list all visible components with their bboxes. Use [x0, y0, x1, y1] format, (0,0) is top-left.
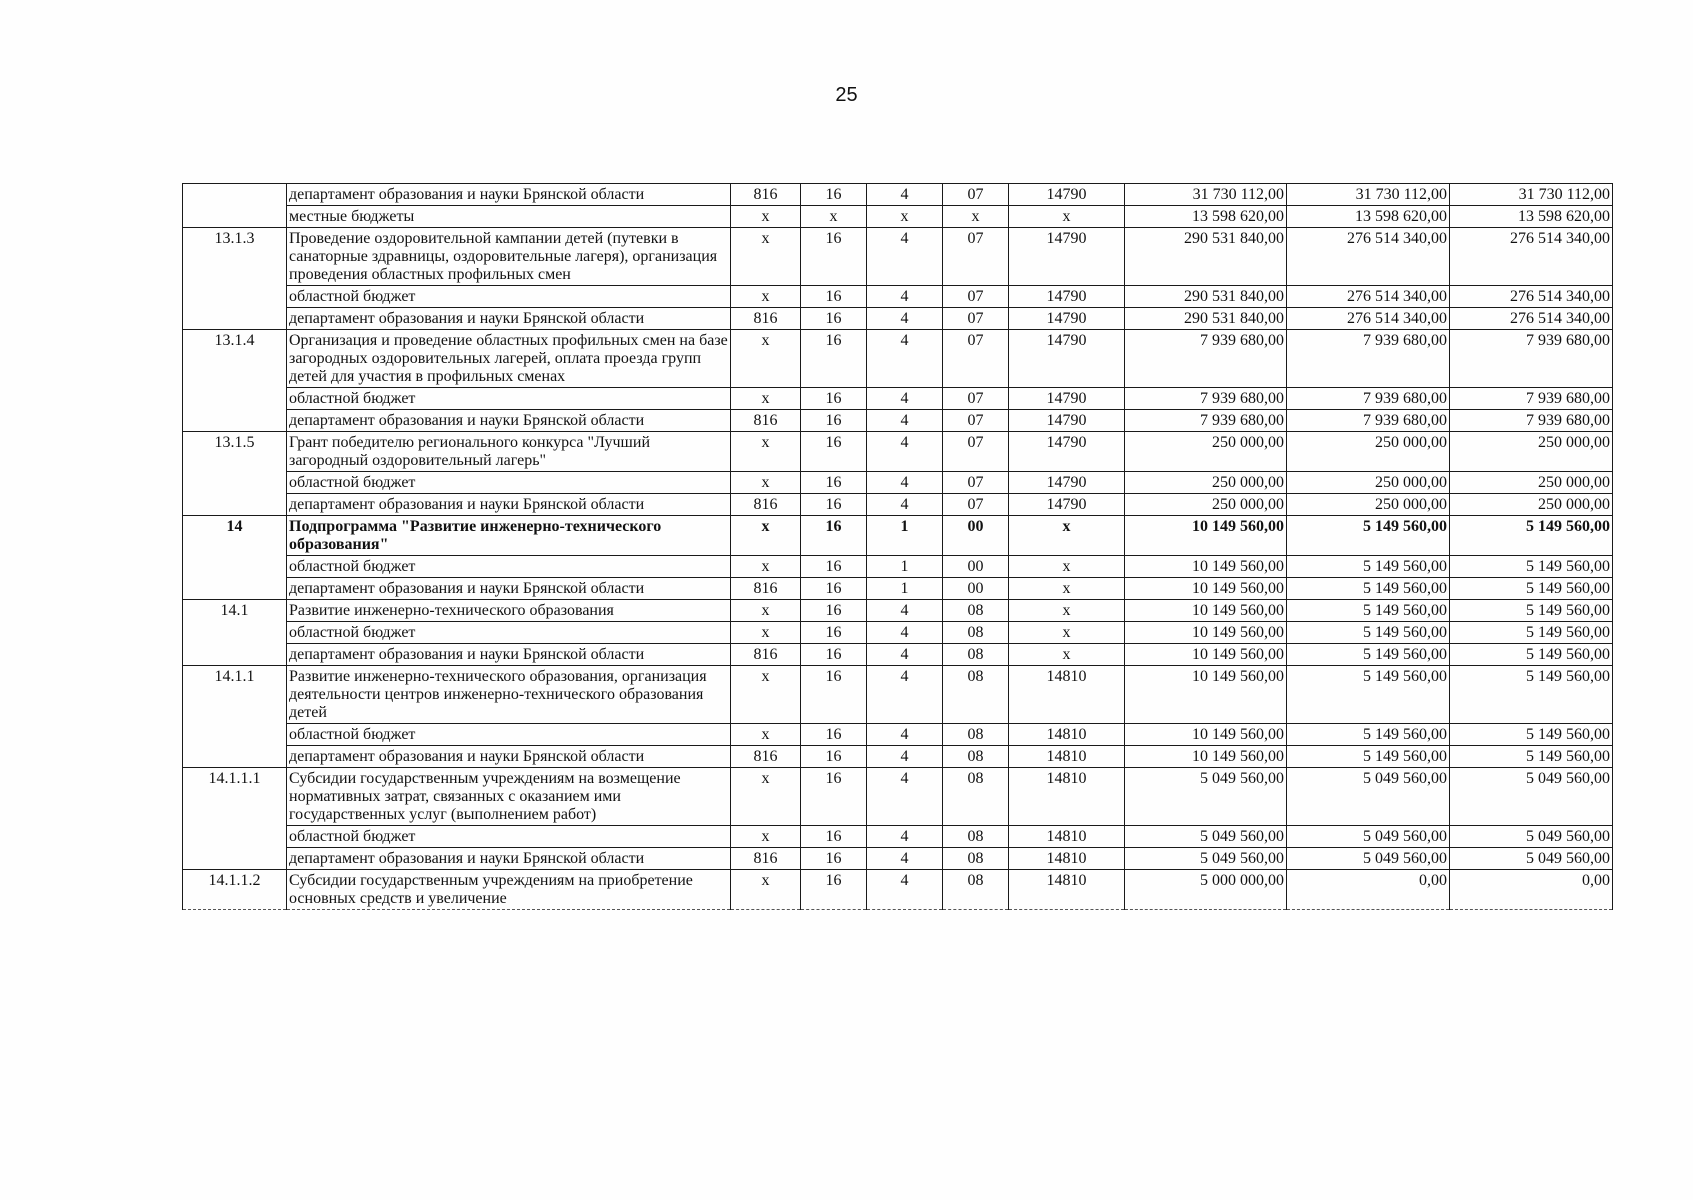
- program-code-cell: 08: [943, 746, 1009, 768]
- amount-year-1-cell: 10 149 560,00: [1125, 666, 1287, 724]
- section-code-cell: 16: [801, 330, 867, 388]
- direction-code-cell: 14790: [1009, 228, 1125, 286]
- section-code-cell: 16: [801, 472, 867, 494]
- subsection-code-cell: 4: [867, 472, 943, 494]
- subsection-code-cell: 4: [867, 848, 943, 870]
- item-number-cell: 13.1.4: [183, 330, 287, 432]
- table-row: [183, 286, 1613, 308]
- amount-year-2-cell: 5 049 560,00: [1287, 848, 1450, 870]
- amount-year-3-cell: 5 149 560,00: [1450, 600, 1613, 622]
- table-row: [183, 516, 1613, 556]
- table-row: [183, 768, 1613, 826]
- direction-code-cell: 14810: [1009, 768, 1125, 826]
- subsection-code-cell: 4: [867, 308, 943, 330]
- direction-code-cell: х: [1009, 516, 1125, 556]
- amount-year-1-cell: 13 598 620,00: [1125, 206, 1287, 228]
- section-code-cell: 16: [801, 600, 867, 622]
- amount-year-1-cell: 5 049 560,00: [1125, 826, 1287, 848]
- program-code-cell: 07: [943, 472, 1009, 494]
- table-row: [183, 388, 1613, 410]
- subsection-code-cell: 1: [867, 578, 943, 600]
- table-row: [183, 330, 1613, 388]
- program-code-cell: 07: [943, 286, 1009, 308]
- page-number: 25: [835, 84, 858, 106]
- section-code-cell: 16: [801, 848, 867, 870]
- item-number-cell: [183, 184, 287, 228]
- item-name-cell: Грант победителю регионального конкурса "Лучший загородный оздоровительный лагерь": [287, 432, 731, 472]
- table-row: [183, 494, 1613, 516]
- direction-code-cell: 14810: [1009, 870, 1125, 910]
- amount-year-3-cell: 5 049 560,00: [1450, 848, 1613, 870]
- direction-code-cell: х: [1009, 644, 1125, 666]
- amount-year-1-cell: 290 531 840,00: [1125, 228, 1287, 286]
- direction-code-cell: 14790: [1009, 184, 1125, 206]
- section-code-cell: 16: [801, 494, 867, 516]
- direction-code-cell: 14790: [1009, 410, 1125, 432]
- grbs-code-cell: х: [731, 826, 801, 848]
- section-code-cell: 16: [801, 746, 867, 768]
- subsection-code-cell: 4: [867, 724, 943, 746]
- direction-code-cell: х: [1009, 556, 1125, 578]
- section-code-cell: 16: [801, 516, 867, 556]
- subsection-code-cell: 4: [867, 644, 943, 666]
- amount-year-3-cell: 276 514 340,00: [1450, 286, 1613, 308]
- section-code-cell: 16: [801, 308, 867, 330]
- amount-year-2-cell: 5 049 560,00: [1287, 768, 1450, 826]
- subsection-code-cell: 1: [867, 516, 943, 556]
- item-name-cell: Проведение оздоровительной кампании детей (путевки в санаторные здравницы, оздоровительные лагеря), организация проведения областных профильных смен: [287, 228, 731, 286]
- item-number-cell: 14.1.1.2: [183, 870, 287, 910]
- item-name-cell: областной бюджет: [287, 622, 731, 644]
- item-number-cell: 14: [183, 516, 287, 600]
- item-name-cell: департамент образования и науки Брянской области: [287, 848, 731, 870]
- amount-year-3-cell: 5 149 560,00: [1450, 746, 1613, 768]
- amount-year-3-cell: 5 049 560,00: [1450, 826, 1613, 848]
- amount-year-3-cell: 5 149 560,00: [1450, 724, 1613, 746]
- table-row: [183, 206, 1613, 228]
- section-code-cell: 16: [801, 826, 867, 848]
- table-row: [183, 308, 1613, 330]
- amount-year-2-cell: 5 149 560,00: [1287, 746, 1450, 768]
- section-code-cell: 16: [801, 768, 867, 826]
- program-code-cell: 08: [943, 666, 1009, 724]
- table-row: [183, 666, 1613, 724]
- subsection-code-cell: 4: [867, 826, 943, 848]
- program-code-cell: 07: [943, 330, 1009, 388]
- amount-year-3-cell: 0,00: [1450, 870, 1613, 910]
- amount-year-3-cell: 5 149 560,00: [1450, 622, 1613, 644]
- program-code-cell: 07: [943, 388, 1009, 410]
- grbs-code-cell: х: [731, 666, 801, 724]
- amount-year-1-cell: 7 939 680,00: [1125, 330, 1287, 388]
- grbs-code-cell: 816: [731, 410, 801, 432]
- amount-year-1-cell: 10 149 560,00: [1125, 746, 1287, 768]
- grbs-code-cell: х: [731, 768, 801, 826]
- item-number-cell: 14.1: [183, 600, 287, 666]
- amount-year-3-cell: 5 149 560,00: [1450, 644, 1613, 666]
- table-row: [183, 746, 1613, 768]
- table-row: [183, 600, 1613, 622]
- direction-code-cell: 14810: [1009, 848, 1125, 870]
- program-code-cell: 07: [943, 184, 1009, 206]
- amount-year-3-cell: 7 939 680,00: [1450, 388, 1613, 410]
- grbs-code-cell: х: [731, 724, 801, 746]
- grbs-code-cell: 816: [731, 578, 801, 600]
- program-code-cell: 07: [943, 308, 1009, 330]
- direction-code-cell: 14810: [1009, 666, 1125, 724]
- amount-year-3-cell: 31 730 112,00: [1450, 184, 1613, 206]
- grbs-code-cell: х: [731, 228, 801, 286]
- grbs-code-cell: х: [731, 286, 801, 308]
- grbs-code-cell: х: [731, 206, 801, 228]
- amount-year-1-cell: 250 000,00: [1125, 472, 1287, 494]
- grbs-code-cell: х: [731, 556, 801, 578]
- direction-code-cell: 14790: [1009, 472, 1125, 494]
- amount-year-2-cell: 250 000,00: [1287, 472, 1450, 494]
- table-row: [183, 848, 1613, 870]
- amount-year-1-cell: 10 149 560,00: [1125, 644, 1287, 666]
- amount-year-1-cell: 10 149 560,00: [1125, 724, 1287, 746]
- item-name-cell: Организация и проведение областных профильных смен на базе загородных оздоровительных лагерей, оплата проезда групп детей для участия в профильных сменах: [287, 330, 731, 388]
- amount-year-2-cell: 13 598 620,00: [1287, 206, 1450, 228]
- item-name-cell: департамент образования и науки Брянской области: [287, 746, 731, 768]
- grbs-code-cell: х: [731, 388, 801, 410]
- subsection-code-cell: 4: [867, 494, 943, 516]
- table-row: [183, 622, 1613, 644]
- direction-code-cell: х: [1009, 622, 1125, 644]
- item-name-cell: Развитие инженерно-технического образования, организация деятельности центров инженерно-технического образования детей: [287, 666, 731, 724]
- section-code-cell: 16: [801, 666, 867, 724]
- program-code-cell: 07: [943, 494, 1009, 516]
- program-code-cell: 00: [943, 578, 1009, 600]
- section-code-cell: х: [801, 206, 867, 228]
- amount-year-2-cell: 5 149 560,00: [1287, 516, 1450, 556]
- item-name-cell: департамент образования и науки Брянской области: [287, 644, 731, 666]
- subsection-code-cell: 4: [867, 432, 943, 472]
- amount-year-1-cell: 5 000 000,00: [1125, 870, 1287, 910]
- table-row: [183, 556, 1613, 578]
- program-code-cell: 07: [943, 432, 1009, 472]
- table-row: [183, 578, 1613, 600]
- table-row: [183, 644, 1613, 666]
- direction-code-cell: 14790: [1009, 286, 1125, 308]
- grbs-code-cell: х: [731, 432, 801, 472]
- subsection-code-cell: 4: [867, 666, 943, 724]
- direction-code-cell: 14790: [1009, 330, 1125, 388]
- direction-code-cell: 14790: [1009, 388, 1125, 410]
- amount-year-1-cell: 10 149 560,00: [1125, 600, 1287, 622]
- amount-year-2-cell: 7 939 680,00: [1287, 388, 1450, 410]
- direction-code-cell: х: [1009, 578, 1125, 600]
- section-code-cell: 16: [801, 556, 867, 578]
- amount-year-2-cell: 5 149 560,00: [1287, 578, 1450, 600]
- amount-year-2-cell: 276 514 340,00: [1287, 228, 1450, 286]
- amount-year-3-cell: 250 000,00: [1450, 432, 1613, 472]
- table-row: [183, 870, 1613, 910]
- amount-year-1-cell: 5 049 560,00: [1125, 768, 1287, 826]
- program-code-cell: 08: [943, 768, 1009, 826]
- item-name-cell: Подпрограмма "Развитие инженерно-технического образования": [287, 516, 731, 556]
- item-name-cell: областной бюджет: [287, 472, 731, 494]
- amount-year-3-cell: 7 939 680,00: [1450, 330, 1613, 388]
- amount-year-3-cell: 250 000,00: [1450, 494, 1613, 516]
- amount-year-3-cell: 5 149 560,00: [1450, 666, 1613, 724]
- table-row: [183, 472, 1613, 494]
- amount-year-3-cell: 276 514 340,00: [1450, 308, 1613, 330]
- program-code-cell: х: [943, 206, 1009, 228]
- section-code-cell: 16: [801, 870, 867, 910]
- program-code-cell: 00: [943, 516, 1009, 556]
- grbs-code-cell: х: [731, 870, 801, 910]
- item-name-cell: областной бюджет: [287, 388, 731, 410]
- item-name-cell: департамент образования и науки Брянской области: [287, 494, 731, 516]
- amount-year-1-cell: 10 149 560,00: [1125, 516, 1287, 556]
- grbs-code-cell: 816: [731, 494, 801, 516]
- item-number-cell: 14.1.1: [183, 666, 287, 768]
- section-code-cell: 16: [801, 286, 867, 308]
- amount-year-1-cell: 290 531 840,00: [1125, 286, 1287, 308]
- amount-year-2-cell: 7 939 680,00: [1287, 410, 1450, 432]
- table-row: [183, 724, 1613, 746]
- program-code-cell: 08: [943, 622, 1009, 644]
- program-code-cell: 08: [943, 600, 1009, 622]
- amount-year-1-cell: 250 000,00: [1125, 432, 1287, 472]
- subsection-code-cell: 4: [867, 622, 943, 644]
- item-name-cell: департамент образования и науки Брянской области: [287, 308, 731, 330]
- grbs-code-cell: 816: [731, 184, 801, 206]
- table-row: [183, 410, 1613, 432]
- program-code-cell: 07: [943, 228, 1009, 286]
- amount-year-2-cell: 5 149 560,00: [1287, 724, 1450, 746]
- section-code-cell: 16: [801, 228, 867, 286]
- item-name-cell: Субсидии государственным учреждениям на приобретение основных средств и увеличение: [287, 870, 731, 910]
- program-code-cell: 08: [943, 724, 1009, 746]
- amount-year-3-cell: 5 149 560,00: [1450, 516, 1613, 556]
- subsection-code-cell: 4: [867, 184, 943, 206]
- amount-year-2-cell: 276 514 340,00: [1287, 286, 1450, 308]
- grbs-code-cell: х: [731, 600, 801, 622]
- grbs-code-cell: 816: [731, 644, 801, 666]
- direction-code-cell: х: [1009, 600, 1125, 622]
- amount-year-1-cell: 7 939 680,00: [1125, 388, 1287, 410]
- amount-year-3-cell: 7 939 680,00: [1450, 410, 1613, 432]
- amount-year-2-cell: 5 149 560,00: [1287, 600, 1450, 622]
- direction-code-cell: 14810: [1009, 746, 1125, 768]
- subsection-code-cell: 4: [867, 870, 943, 910]
- item-name-cell: областной бюджет: [287, 826, 731, 848]
- direction-code-cell: 14790: [1009, 432, 1125, 472]
- program-code-cell: 08: [943, 826, 1009, 848]
- program-code-cell: 07: [943, 410, 1009, 432]
- subsection-code-cell: 4: [867, 600, 943, 622]
- section-code-cell: 16: [801, 184, 867, 206]
- amount-year-1-cell: 10 149 560,00: [1125, 578, 1287, 600]
- amount-year-3-cell: 13 598 620,00: [1450, 206, 1613, 228]
- item-number-cell: 13.1.5: [183, 432, 287, 516]
- amount-year-3-cell: 5 149 560,00: [1450, 578, 1613, 600]
- amount-year-3-cell: 5 149 560,00: [1450, 556, 1613, 578]
- subsection-code-cell: 4: [867, 228, 943, 286]
- amount-year-2-cell: 5 149 560,00: [1287, 556, 1450, 578]
- amount-year-2-cell: 31 730 112,00: [1287, 184, 1450, 206]
- subsection-code-cell: 4: [867, 746, 943, 768]
- grbs-code-cell: х: [731, 516, 801, 556]
- table-row: [183, 826, 1613, 848]
- grbs-code-cell: 816: [731, 746, 801, 768]
- amount-year-2-cell: 276 514 340,00: [1287, 308, 1450, 330]
- subsection-code-cell: 4: [867, 410, 943, 432]
- amount-year-3-cell: 5 049 560,00: [1450, 768, 1613, 826]
- amount-year-1-cell: 7 939 680,00: [1125, 410, 1287, 432]
- amount-year-2-cell: 7 939 680,00: [1287, 330, 1450, 388]
- direction-code-cell: х: [1009, 206, 1125, 228]
- item-name-cell: Развитие инженерно-технического образования: [287, 600, 731, 622]
- item-name-cell: департамент образования и науки Брянской области: [287, 184, 731, 206]
- subsection-code-cell: 4: [867, 388, 943, 410]
- direction-code-cell: 14790: [1009, 494, 1125, 516]
- item-number-cell: 13.1.3: [183, 228, 287, 330]
- amount-year-2-cell: 5 049 560,00: [1287, 826, 1450, 848]
- amount-year-1-cell: 10 149 560,00: [1125, 622, 1287, 644]
- subsection-code-cell: х: [867, 206, 943, 228]
- amount-year-3-cell: 250 000,00: [1450, 472, 1613, 494]
- amount-year-2-cell: 250 000,00: [1287, 494, 1450, 516]
- program-code-cell: 08: [943, 848, 1009, 870]
- grbs-code-cell: х: [731, 330, 801, 388]
- program-code-cell: 08: [943, 644, 1009, 666]
- grbs-code-cell: 816: [731, 848, 801, 870]
- amount-year-1-cell: 31 730 112,00: [1125, 184, 1287, 206]
- section-code-cell: 16: [801, 578, 867, 600]
- amount-year-2-cell: 250 000,00: [1287, 432, 1450, 472]
- grbs-code-cell: 816: [731, 308, 801, 330]
- subsection-code-cell: 4: [867, 286, 943, 308]
- amount-year-1-cell: 290 531 840,00: [1125, 308, 1287, 330]
- section-code-cell: 16: [801, 410, 867, 432]
- direction-code-cell: 14810: [1009, 826, 1125, 848]
- amount-year-1-cell: 10 149 560,00: [1125, 556, 1287, 578]
- program-code-cell: 00: [943, 556, 1009, 578]
- section-code-cell: 16: [801, 622, 867, 644]
- amount-year-2-cell: 5 149 560,00: [1287, 644, 1450, 666]
- item-name-cell: областной бюджет: [287, 286, 731, 308]
- grbs-code-cell: х: [731, 472, 801, 494]
- amount-year-2-cell: 0,00: [1287, 870, 1450, 910]
- budget-table: [182, 183, 1613, 910]
- direction-code-cell: 14810: [1009, 724, 1125, 746]
- item-name-cell: департамент образования и науки Брянской области: [287, 410, 731, 432]
- item-name-cell: департамент образования и науки Брянской области: [287, 578, 731, 600]
- section-code-cell: 16: [801, 724, 867, 746]
- subsection-code-cell: 4: [867, 330, 943, 388]
- item-name-cell: областной бюджет: [287, 556, 731, 578]
- amount-year-2-cell: 5 149 560,00: [1287, 666, 1450, 724]
- amount-year-1-cell: 5 049 560,00: [1125, 848, 1287, 870]
- item-name-cell: местные бюджеты: [287, 206, 731, 228]
- amount-year-3-cell: 276 514 340,00: [1450, 228, 1613, 286]
- table-row: [183, 228, 1613, 286]
- item-name-cell: Субсидии государственным учреждениям на возмещение нормативных затрат, связанных с оказанием ими государственных услуг (выполнением работ): [287, 768, 731, 826]
- item-number-cell: 14.1.1.1: [183, 768, 287, 870]
- direction-code-cell: 14790: [1009, 308, 1125, 330]
- subsection-code-cell: 1: [867, 556, 943, 578]
- budget-table-body: [183, 184, 1613, 910]
- subsection-code-cell: 4: [867, 768, 943, 826]
- item-name-cell: областной бюджет: [287, 724, 731, 746]
- section-code-cell: 16: [801, 388, 867, 410]
- table-row: [183, 184, 1613, 206]
- grbs-code-cell: х: [731, 622, 801, 644]
- section-code-cell: 16: [801, 432, 867, 472]
- section-code-cell: 16: [801, 644, 867, 666]
- amount-year-1-cell: 250 000,00: [1125, 494, 1287, 516]
- amount-year-2-cell: 5 149 560,00: [1287, 622, 1450, 644]
- table-row: [183, 432, 1613, 472]
- program-code-cell: 08: [943, 870, 1009, 910]
